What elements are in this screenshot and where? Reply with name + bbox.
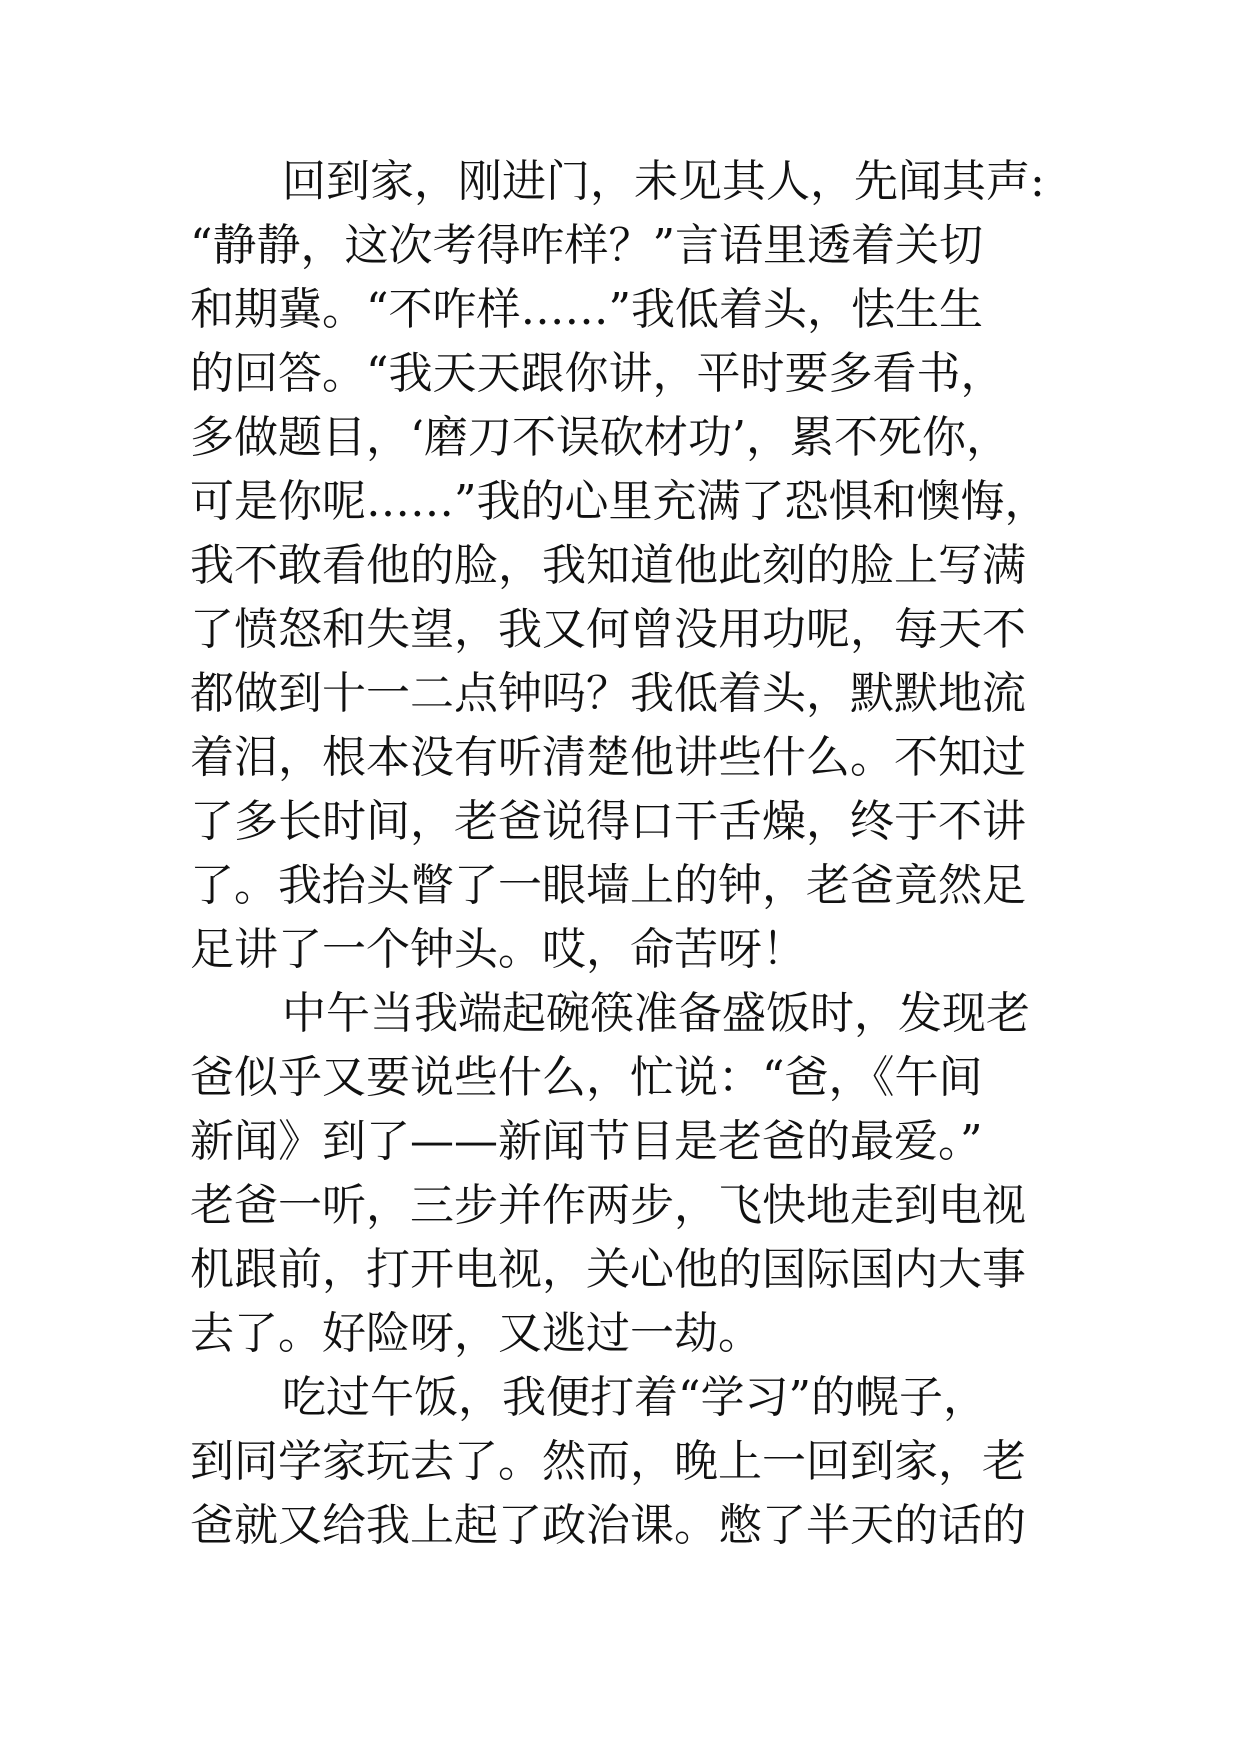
paragraph-3-first-line: 吃过午饭，我便打着“学习”的幌子， [282,1372,987,1423]
text-line: 老爸一听，三步并作两步，飞快地走到电视 [190,1180,1026,1231]
body-text [190,150,1190,1558]
text-line: 机跟前，打开电视，关心他的国际国内大事 [190,1244,1026,1295]
paragraph-1-first-line: 回到家，刚进门，未见其人，先闻其声: [282,156,1045,207]
text-line: 多做题目，‘磨刀不误砍材功’，累不死你， [190,412,1010,463]
text-line: 我不敢看他的脸，我知道他此刻的脸上写满 [190,540,1026,591]
text-line: 着泪，根本没有听清楚他讲些什么。不知过 [190,732,1026,783]
text-line: 到同学家玩去了。然而，晚上一回到家，老 [190,1436,1026,1487]
text-line: 了。我抬头瞥了一眼墙上的钟，老爸竟然足 [190,860,1026,911]
text-line: 的回答。“我天天跟你讲，平时要多看书， [190,348,1005,399]
text-line: 了愤怒和失望，我又何曾没用功呢，每天不 [190,604,1026,655]
text-line: 爸就又给我上起了政治课。憋了半天的话的 [190,1500,1026,1551]
text-line: “静静，这次考得咋样？”言语里透着关切 [190,220,983,271]
text-line: 爸似乎又要说些什么，忙说：“爸，《午间 [190,1052,983,1103]
paragraph-2-first-line: 中午当我端起碗筷准备盛饭时，发现老 [282,988,1030,1039]
text-line: 去了。好险呀，又逃过一劫。 [190,1308,762,1359]
text-line: 新闻》到了——新闻节目是老爸的最爱。” [190,1116,983,1167]
text-line: 可是你呢……”我的心里充满了恐惧和懊悔， [190,476,1049,527]
text-line: 都做到十一二点钟吗？我低着头，默默地流 [190,668,1026,719]
text-line: 了多长时间，老爸说得口干舌燥，终于不讲 [190,796,1026,847]
text-line: 和期冀。“不咋样……”我低着头，怯生生 [190,284,983,335]
text-line: 足讲了一个钟头。哎，命苦呀！ [190,924,806,975]
